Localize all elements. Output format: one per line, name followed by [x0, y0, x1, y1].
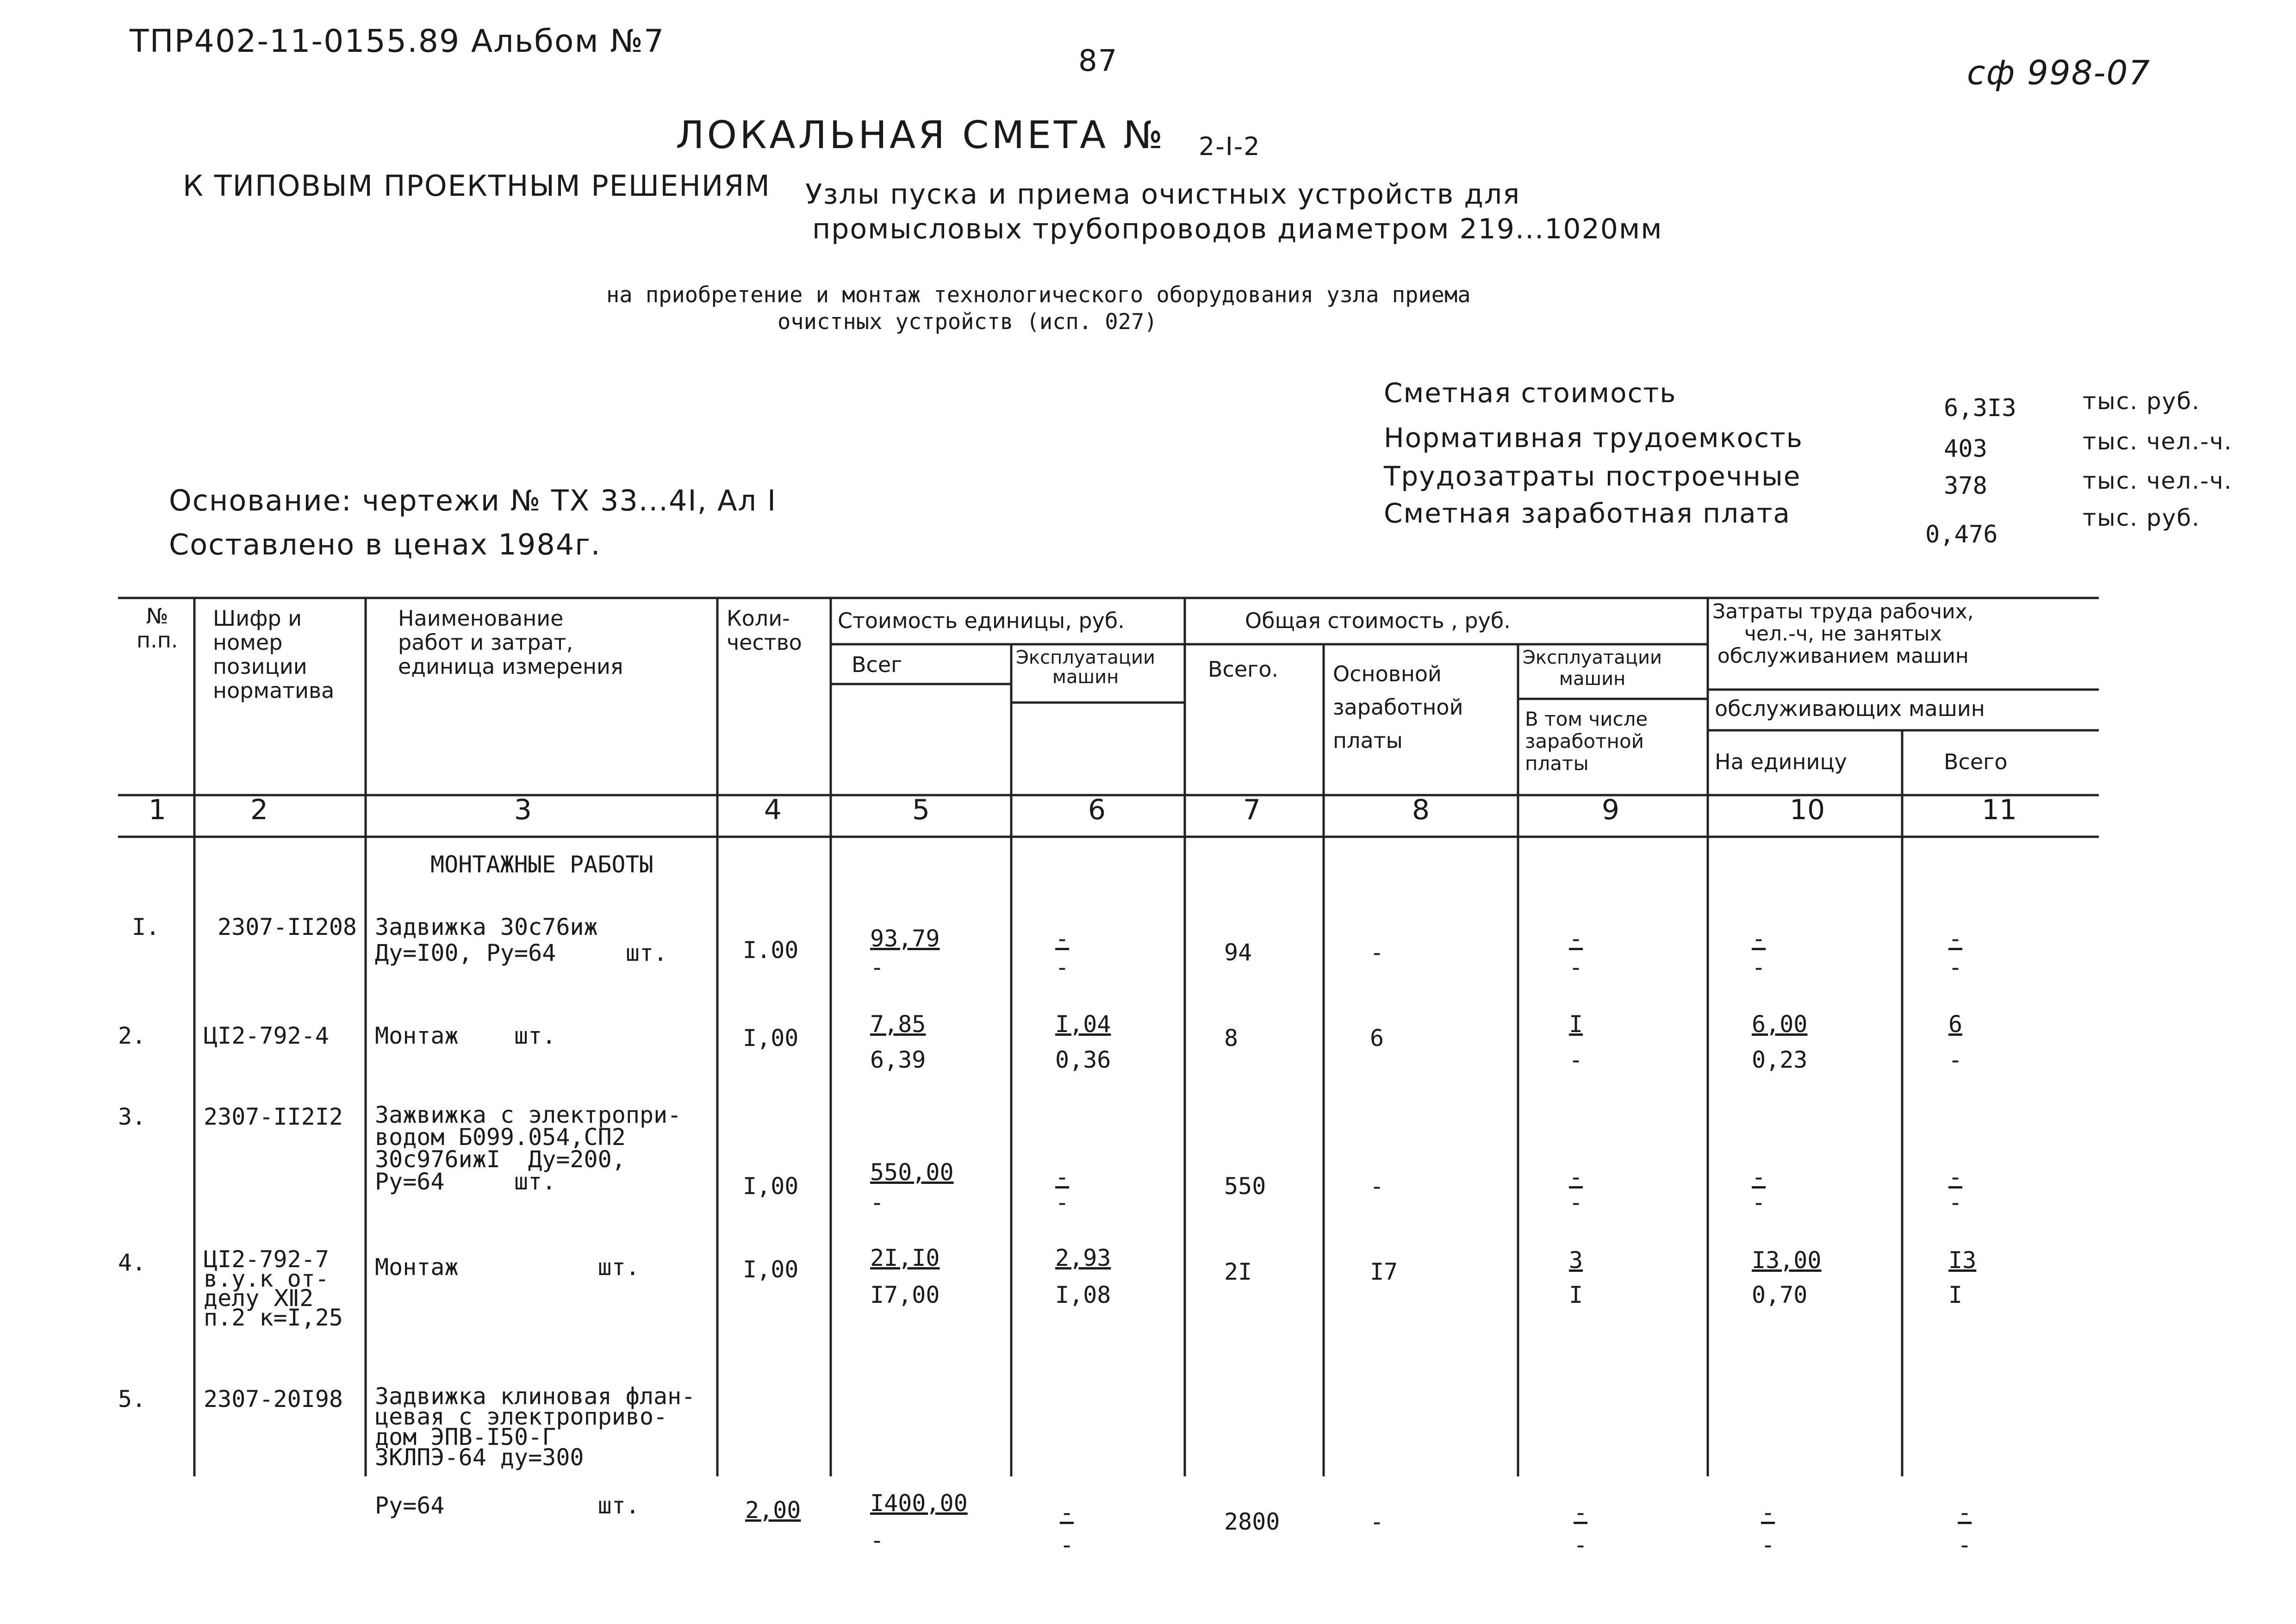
document-code: ТПР402-11-0155.89 Альбом №7 [130, 23, 665, 60]
norm-code: 2307-II208 [218, 914, 357, 940]
work-name: Монтаж шт. [375, 1022, 556, 1049]
purpose-line-2: очистных устройств (исп. 027) [778, 309, 1157, 335]
estimate-number: 2-I-2 [1199, 132, 1261, 161]
unit-machines-salary: - [1055, 954, 1070, 981]
estimate-basis: Основание: чертежи № ТХ 33...4I, Ал I [169, 484, 777, 517]
machines-salary: - [1574, 1531, 1588, 1558]
row-number: 5. [118, 1386, 146, 1412]
norm-code: 2307-II2I2 [204, 1103, 343, 1130]
subtitle-line-1: Узлы пуска и приема очистных устройств для [805, 178, 1521, 211]
work-name: Монтаж шт. [375, 1254, 640, 1281]
labor-per-unit-machines: - [1752, 954, 1766, 981]
header-work-name: Наименование работ и затрат, единица измерения [398, 606, 623, 679]
norm-code: ЦI2-792-7 в.у.к от- делу Ⅻ2 п.2 к=I,25 [204, 1246, 343, 1331]
machines-cost: - [1569, 925, 1583, 952]
header-unit-machines: Эксплуатации машин [1016, 647, 1156, 688]
labor-total-machines: I [1948, 1282, 1963, 1308]
summary-value: 6,3I3 [1944, 394, 2016, 422]
total-cost: 2I [1224, 1258, 1252, 1285]
unit-machines: - [1055, 925, 1070, 952]
column-number: 11 [1981, 794, 2017, 826]
quantity: 2,00 [745, 1497, 801, 1524]
norm-code: ЦI2-792-4 [204, 1022, 329, 1049]
labor-total-machines: - [1948, 1189, 1963, 1216]
work-name: Зажвижка с электропри- водом Б099.054,СП2 30с976ижI Ду=200, Ру=64 шт. [375, 1101, 682, 1195]
machines-cost: - [1574, 1499, 1588, 1526]
summary-label: Сметная стоимость [1384, 377, 1677, 409]
work-name-unit: Ру=64 шт. [375, 1492, 640, 1519]
unit-total-salary: - [870, 1527, 884, 1554]
base-salary: - [1370, 939, 1384, 966]
base-salary: I7 [1370, 1258, 1398, 1285]
labor-per-unit-machines: - [1761, 1531, 1775, 1558]
summary-label: Трудозатраты построечные [1384, 460, 1801, 492]
archive-number: сф 998-07 [1967, 53, 2151, 92]
row-number: 2. [118, 1022, 146, 1049]
work-name: Задвижка клиновая флан- цевая с электроприво- дом ЭПВ-I50-Г ЗКЛПЭ-64 ду=300 [375, 1383, 696, 1471]
machines-salary: - [1569, 1189, 1583, 1216]
labor-total: - [1948, 925, 1963, 952]
machines-cost: I [1569, 1011, 1583, 1038]
unit-machines: - [1060, 1499, 1074, 1526]
labor-total-machines: - [1948, 954, 1963, 981]
header-total-cost: Общая стоимость , руб. [1245, 608, 1511, 633]
section-title: МОНТАЖНЫЕ РАБОТЫ [430, 851, 653, 878]
unit-total: 93,79 [870, 925, 940, 952]
unit-machines: I,04 [1055, 1011, 1111, 1038]
page-number: 87 [1078, 44, 1118, 78]
unit-total: 7,85 [870, 1011, 926, 1038]
labor-total: - [1948, 1164, 1963, 1190]
unit-total: 550,00 [870, 1159, 954, 1186]
labor-total: 6 [1948, 1011, 1963, 1038]
quantity: I,00 [743, 1256, 799, 1283]
row-number: I. [132, 914, 160, 940]
header-base-salary: Основной заработной платы [1333, 661, 1463, 753]
labor-total: I3 [1948, 1247, 1977, 1274]
unit-machines-salary: - [1060, 1531, 1074, 1558]
quantity: I.00 [743, 937, 799, 964]
header-labor: Затраты труда рабочих, чел.-ч, не занятых обслуживанием машин [1712, 600, 1974, 668]
labor-per-unit: - [1761, 1499, 1775, 1526]
summary-unit: тыс. руб. [2083, 388, 2200, 415]
estimate-title: ЛОКАЛЬНАЯ СМЕТА № [676, 113, 1166, 157]
subtitle-line-2: промысловых трубопроводов диаметром 219...1020мм [812, 213, 1663, 245]
unit-machines: - [1055, 1164, 1070, 1190]
unit-total: I400,00 [870, 1490, 968, 1517]
base-salary: - [1370, 1508, 1384, 1535]
unit-total-salary: 6,39 [870, 1046, 926, 1073]
work-name: Задвижка 30с76иж Ду=I00, Ру=64 шт. [375, 914, 668, 966]
header-norm-code: Шифр и номер позиции норматива [213, 606, 335, 703]
header-labor-sub: обслуживающих машин [1715, 696, 1985, 721]
summary-label: Нормативная трудоемкость [1384, 422, 1803, 454]
machines-salary: - [1569, 954, 1583, 981]
summary-unit: тыс. чел.-ч. [2083, 467, 2233, 494]
machines-cost: - [1569, 1164, 1583, 1190]
summary-unit: тыс. чел.-ч. [2083, 428, 2233, 455]
summary-value: 0,476 [1925, 521, 1998, 548]
header-unit-total: Всег [852, 652, 902, 677]
labor-total: - [1958, 1499, 1972, 1526]
unit-total-salary: - [870, 1189, 884, 1216]
summary-label: Сметная заработная плата [1384, 498, 1791, 529]
header-labor-total: Всего [1944, 749, 2008, 774]
summary-value: 378 [1944, 472, 1987, 500]
machines-cost: 3 [1569, 1247, 1583, 1274]
subtitle-prefix: К ТИПОВЫМ ПРОЕКТНЫМ РЕШЕНИЯМ [183, 169, 771, 203]
total-cost: 8 [1224, 1025, 1238, 1052]
labor-per-unit-machines: - [1752, 1189, 1766, 1216]
labor-per-unit-machines: 0,23 [1752, 1046, 1808, 1073]
base-salary: 6 [1370, 1025, 1384, 1052]
column-number: 7 [1243, 794, 1261, 826]
unit-total-salary: I7,00 [870, 1282, 940, 1308]
quantity: I,00 [743, 1173, 799, 1200]
unit-machines-salary: 0,36 [1055, 1046, 1111, 1073]
unit-total: 2I,I0 [870, 1244, 940, 1271]
header-quantity: Коли- чество [727, 606, 802, 655]
labor-per-unit: I3,00 [1752, 1247, 1822, 1274]
column-number: 2 [250, 794, 268, 826]
column-number: 6 [1088, 794, 1106, 826]
column-number: 8 [1412, 794, 1430, 826]
column-number: 5 [912, 794, 930, 826]
column-number: 3 [514, 794, 532, 826]
row-number: 4. [118, 1249, 146, 1276]
unit-machines-salary: I,08 [1055, 1282, 1111, 1308]
unit-machines: 2,93 [1055, 1244, 1111, 1271]
machines-salary: I [1569, 1282, 1583, 1308]
column-number: 10 [1789, 794, 1825, 826]
header-machines: Эксплуатации машин [1523, 647, 1662, 690]
row-number: 3. [118, 1103, 146, 1130]
labor-per-unit: - [1752, 925, 1766, 952]
total-cost: 550 [1224, 1173, 1266, 1200]
unit-machines-salary: - [1055, 1189, 1070, 1216]
labor-total-machines: - [1948, 1046, 1963, 1073]
header-unit-cost: Стоимость единицы, руб. [838, 608, 1125, 633]
labor-per-unit: - [1752, 1164, 1766, 1190]
unit-total-salary: - [870, 954, 884, 981]
purpose-line-1: на приобретение и монтаж технологического оборудования узла приема [606, 282, 1471, 308]
machines-salary: - [1569, 1046, 1583, 1073]
header-machines-salary: В том числе заработной платы [1525, 708, 1648, 775]
header-per-unit: На единицу [1715, 749, 1847, 774]
column-number: 4 [764, 794, 782, 826]
column-number: 1 [148, 794, 167, 826]
total-cost: 2800 [1224, 1508, 1280, 1535]
total-cost: 94 [1224, 939, 1252, 966]
summary-unit: тыс. руб. [2083, 504, 2200, 531]
labor-per-unit: 6,00 [1752, 1011, 1808, 1038]
header-row-number: № п.п. [137, 604, 178, 653]
labor-per-unit-machines: 0,70 [1752, 1282, 1808, 1308]
quantity: I,00 [743, 1025, 799, 1052]
norm-code: 2307-20I98 [204, 1386, 343, 1412]
summary-value: 403 [1944, 435, 1987, 463]
price-base: Составлено в ценах 1984г. [169, 528, 601, 561]
header-total: Всего. [1208, 657, 1279, 682]
base-salary: - [1370, 1173, 1384, 1200]
column-number: 9 [1601, 794, 1620, 826]
labor-total-machines: - [1958, 1531, 1972, 1558]
